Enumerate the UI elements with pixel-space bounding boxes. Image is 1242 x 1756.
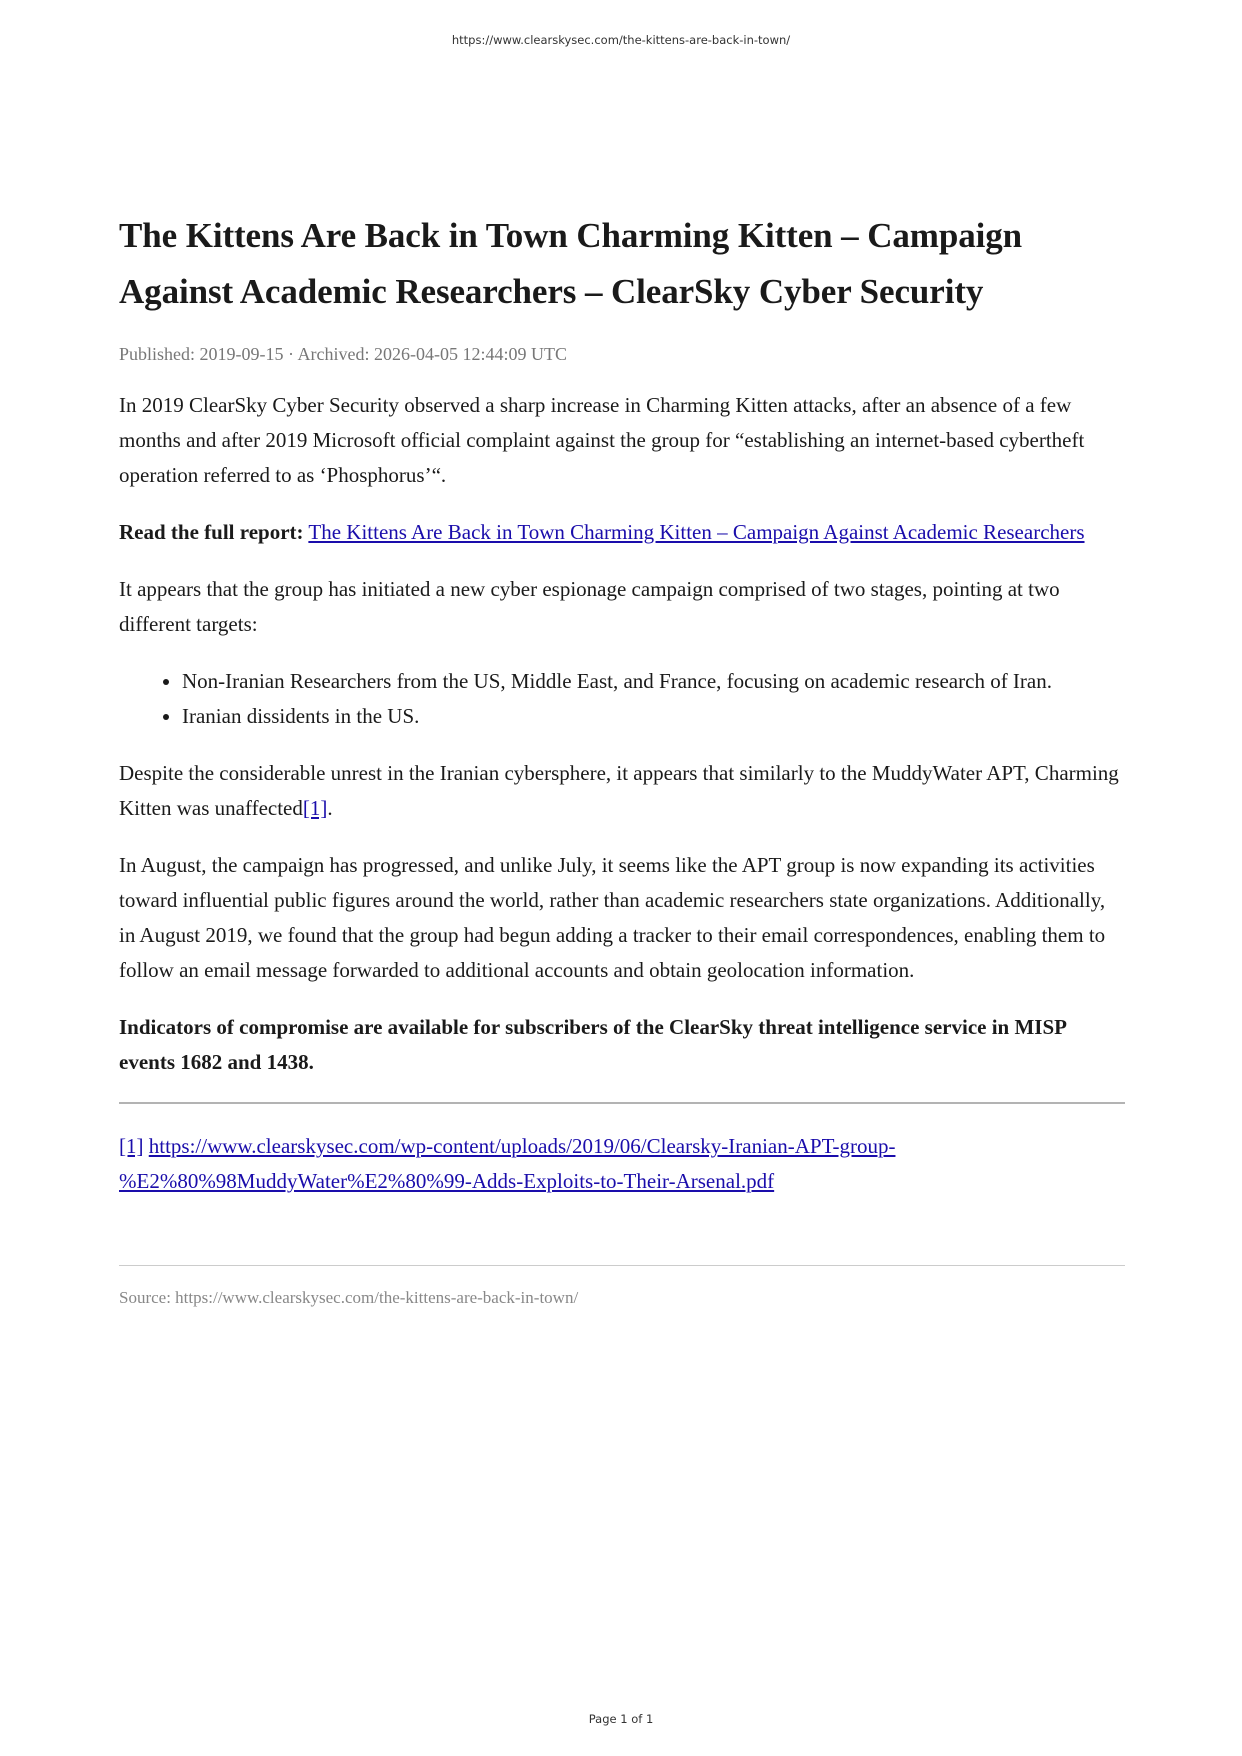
campaign-paragraph: It appears that the group has initiated a new cyber espionage campaign comprised of two stages, pointing at two different targets: [119,577,1060,636]
article [119,208,1125,1310]
page-header-url: https://www.clearskysec.com/the-kittens-are-back-in-town/ [451,33,791,47]
indicators-paragraph: Indicators of compromise are available for subscribers of the ClearSky threat intelligence service in MISP events 1682 and 1438. [119,1015,1066,1074]
source-line: Source: https://www.clearskysec.com/the-kittens-are-back-in-town/ [119,1288,579,1307]
footnote-back-link[interactable]: [1] [119,1134,144,1158]
footnote-url-link[interactable]: https://www.clearskysec.com/wp-content/uploads/2019/06/Clearsky-Iranian-APT-group-%E2%80%98MuddyWater%E2%80%99-Adds-Exploits-to-Their-Arsenal.pdf [119,1134,896,1193]
targets-list [119,664,1125,734]
footnote [119,1129,1125,1199]
unrest-text-end: . [327,796,333,820]
source-divider [119,1265,1125,1266]
full-report-paragraph [119,515,1125,550]
unrest-text: Despite the considerable unrest in the Iranian cybersphere, it appears that similarly to the MuddyWater APT, Charming Kitten was unaffected [119,761,1119,820]
full-report-label: Read the full report: [119,520,304,544]
list-item: • Non-Iranian Researchers from the US, Middle East, and France, focusing on academic research of Iran. [182,664,1125,699]
page-number: Page 1 of 1 [588,1712,654,1726]
list-item: • Iranian dissidents in the US. [182,699,1125,734]
footnote-ref-link[interactable]: [1] [302,796,328,820]
unrest-paragraph [119,756,1125,826]
full-report-link[interactable]: The Kittens Are Back in Town Charming Kitten – Campaign Against Academic Researchers [308,520,1085,544]
article-meta: Published: 2019-09-15 · Archived: 2026-04-05 12:44:09 UTC [119,344,567,364]
article-title: The Kittens Are Back in Town Charming Kitten – Campaign Against Academic Researchers – ClearSky Cyber Security [119,216,1022,311]
footnote-divider [119,1102,1125,1104]
august-paragraph: In August, the campaign has progressed, and unlike July, it seems like the APT group is now expanding its activities toward influential public figures around the world, rather than academic researchers state organizations. Additionally, in August 2019, we found that the group had begun adding a tracker to their email correspondences, enabling them to follow an email message forwarded to additional accounts and obtain geolocation information. [119,853,1106,982]
intro-paragraph: In 2019 ClearSky Cyber Security observed a sharp increase in Charming Kitten attacks, after an absence of a few months and after 2019 Microsoft official complaint against the group for “establishing an internet-based cybertheft operation referred to as ‘Phosphorus’“. [119,393,1085,487]
